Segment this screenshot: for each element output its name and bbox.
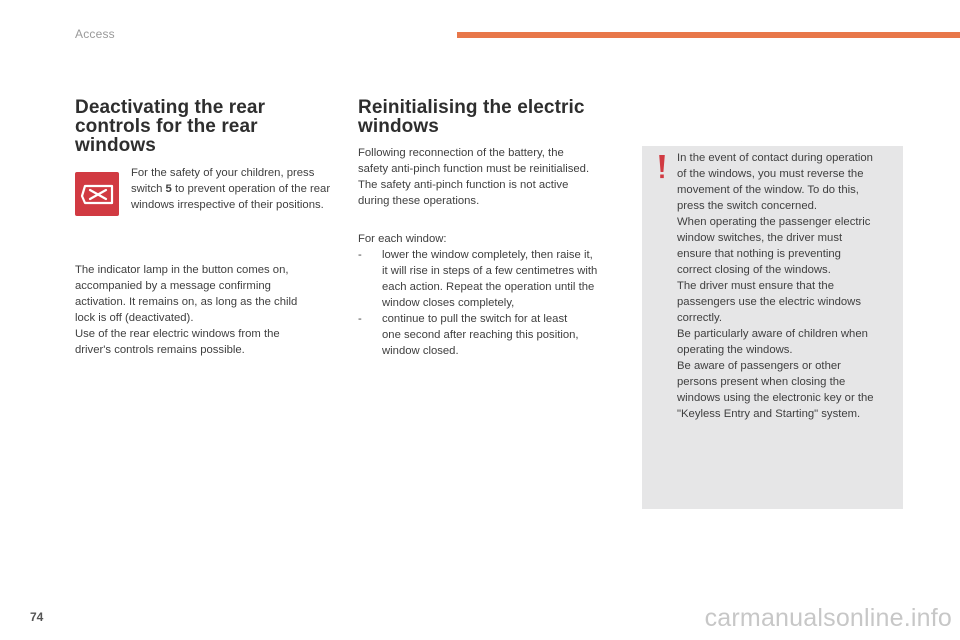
warning-line: persons present when closing the bbox=[677, 376, 846, 388]
list-dash: - bbox=[358, 249, 362, 261]
paragraph-line: during these operations. bbox=[358, 195, 480, 207]
warning-line: ensure that nothing is preventing bbox=[677, 248, 841, 260]
list-item bbox=[358, 247, 622, 311]
warning-line: window switches, the driver must bbox=[677, 232, 843, 244]
list-line: continue to pull the switch for at least bbox=[382, 313, 568, 325]
paragraph-line: Use of the rear electric windows from the bbox=[75, 328, 280, 340]
paragraph-line: The safety anti-pinch function is not active bbox=[358, 179, 569, 191]
warning-line: operating the windows. bbox=[677, 344, 793, 356]
paragraph-line: lock is off (deactivated). bbox=[75, 312, 194, 324]
child-lock-intro bbox=[75, 165, 337, 240]
warning-line: When operating the passenger electric bbox=[677, 216, 871, 228]
warning-line: passengers use the electric windows bbox=[677, 296, 861, 308]
reinit-heading bbox=[358, 98, 622, 136]
child-lock-heading bbox=[75, 98, 337, 155]
warning-line: Be particularly aware of children when bbox=[677, 328, 868, 340]
list-line: it will rise in steps of a few centimetres with bbox=[382, 265, 598, 277]
list-line: each action. Repeat the operation until the bbox=[382, 281, 595, 293]
warning-line: correctly. bbox=[677, 312, 722, 324]
paragraph-line: accompanied by a message confirming bbox=[75, 280, 271, 292]
left-column bbox=[75, 98, 337, 358]
warning-exclamation-icon bbox=[656, 150, 668, 180]
paragraph-line: Following reconnection of the battery, the bbox=[358, 147, 564, 159]
steps-list bbox=[358, 247, 622, 359]
warning-line: of the windows, you must reverse the bbox=[677, 168, 864, 180]
intro-text-end: to prevent operation of the rear windows irrespective of their positions. bbox=[131, 183, 331, 211]
reinit-paragraph bbox=[358, 145, 622, 209]
middle-column bbox=[358, 98, 622, 359]
child-lock-icon-graphic bbox=[75, 172, 119, 216]
paragraph-line: safety anti-pinch function must be reinitialised. bbox=[358, 163, 590, 175]
warning-line: Be aware of passengers or other bbox=[677, 360, 841, 372]
heading-line: controls for the rear bbox=[75, 116, 258, 137]
warning-line: movement of the window. To do this, bbox=[677, 184, 859, 196]
list-intro: For each window: bbox=[358, 233, 447, 245]
warning-line: press the switch concerned. bbox=[677, 200, 818, 212]
list-line: lower the window completely, then raise it, bbox=[382, 249, 593, 261]
warning-line: "Keyless Entry and Starting" system. bbox=[677, 408, 861, 420]
child-lock-icon bbox=[75, 172, 119, 216]
switch-number: 5 bbox=[165, 183, 172, 195]
heading-line: windows bbox=[75, 135, 156, 156]
warning-line: The driver must ensure that the bbox=[677, 280, 834, 292]
child-lock-intro-text bbox=[131, 165, 339, 213]
paragraph-line: The indicator lamp in the button comes on, bbox=[75, 264, 289, 276]
paragraph-line: activation. It remains on, as long as the child bbox=[75, 296, 298, 308]
indicator-lamp-paragraph bbox=[75, 262, 337, 358]
intro-text-start: For the safety of your children, press switch bbox=[131, 167, 315, 195]
header-accent-bar bbox=[457, 32, 960, 38]
list-line: window closes completely, bbox=[382, 297, 515, 309]
heading-line: Reinitialising the electric bbox=[358, 97, 585, 118]
section-label: Access bbox=[75, 27, 115, 41]
heading-line: Deactivating the rear bbox=[75, 97, 266, 118]
page-number: 74 bbox=[30, 610, 44, 624]
warning-text bbox=[677, 150, 899, 422]
list-item bbox=[358, 311, 622, 359]
warning-line: In the event of contact during operation bbox=[677, 152, 873, 164]
list-line: one second after reaching this position, bbox=[382, 329, 579, 341]
paragraph-line: driver's controls remains possible. bbox=[75, 344, 245, 356]
list-dash: - bbox=[358, 313, 362, 325]
warning-box bbox=[642, 146, 903, 509]
warning-line: windows using the electronic key or the bbox=[677, 392, 874, 404]
list-line: window closed. bbox=[382, 345, 459, 357]
heading-line: windows bbox=[358, 116, 439, 137]
warning-line: correct closing of the windows. bbox=[677, 264, 831, 276]
watermark: carmanualsonline.info bbox=[704, 604, 952, 632]
